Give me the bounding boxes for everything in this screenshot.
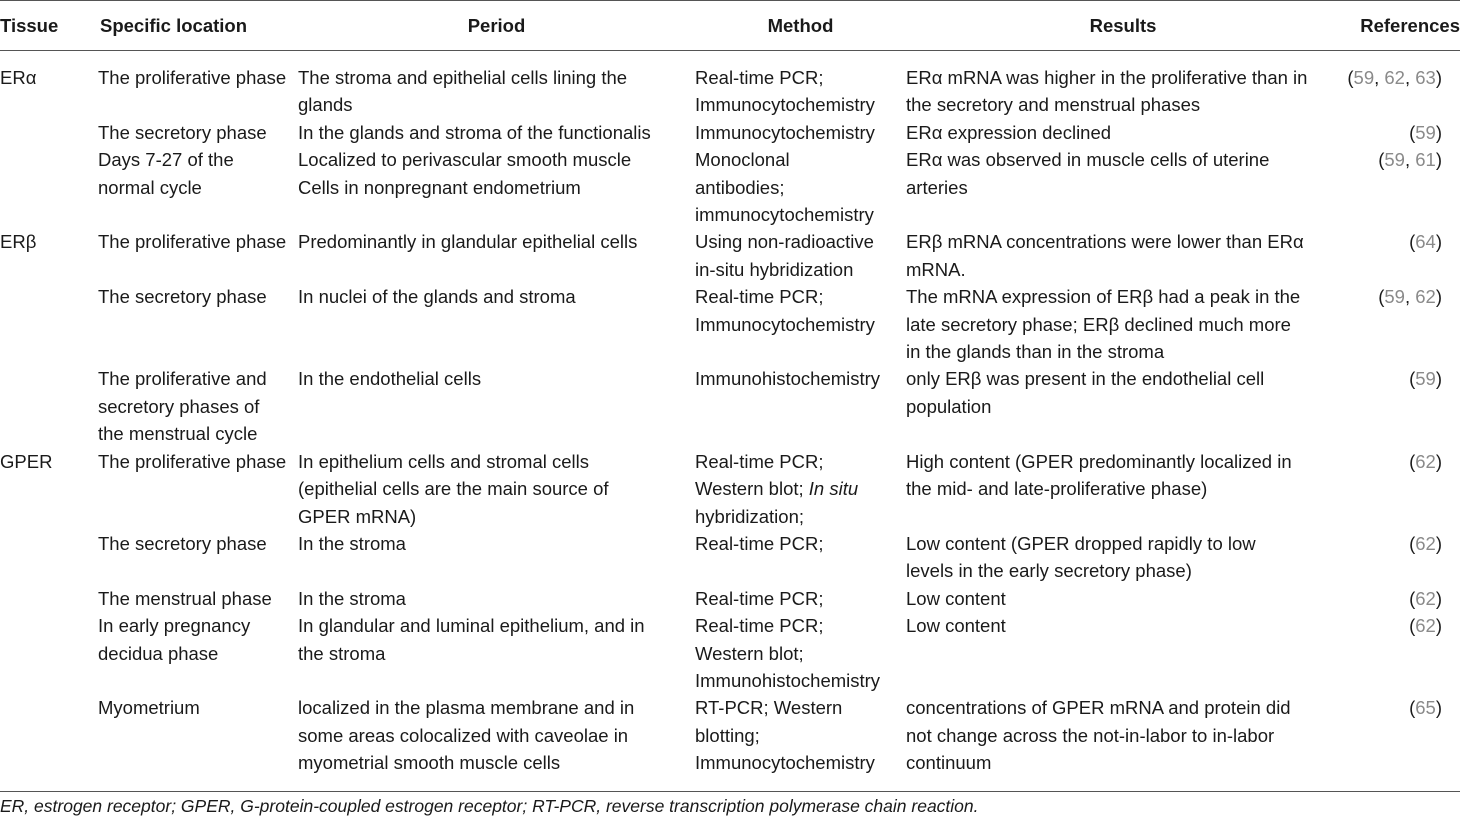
reference-link[interactable]: 59 — [1415, 368, 1436, 390]
cell-method: Real-time PCR; — [695, 587, 824, 609]
method-text: Real-time PCR; Western blot; — [695, 450, 824, 500]
cell-specific-location: In early pregnancy decidua phase — [98, 615, 251, 664]
header-period: Period — [298, 1, 695, 51]
cell-references: (62) — [1409, 532, 1442, 554]
cell-period: Predominantly in glandular epithelial cells — [298, 231, 638, 253]
cell-specific-location: The secretory phase — [98, 286, 267, 308]
cell-period: In the glands and stroma of the functionalis — [298, 121, 651, 143]
cell-method — [695, 448, 906, 530]
reference-link[interactable]: 61 — [1415, 149, 1436, 171]
cell-tissue — [0, 694, 80, 791]
cell-results: only ERβ was present in the endothelial cell population — [906, 368, 1265, 417]
cell-period: In nuclei of the glands and stroma — [298, 286, 576, 308]
cell-period: Localized to perivascular smooth muscle Cells in nonpregnant endometrium — [298, 149, 632, 198]
reference-link[interactable]: 62 — [1415, 615, 1436, 637]
cell-references: (64) — [1409, 231, 1442, 253]
cell-tissue: ERα — [0, 67, 37, 88]
cell-results: High content (GPER predominantly localized in the mid- and late-proliferative phase) — [906, 450, 1292, 500]
header-references: References — [1340, 1, 1460, 51]
cell-references: (62) — [1409, 450, 1442, 472]
cell-results: ERα mRNA was higher in the proliferative than in the secretory and menstrual phases — [906, 67, 1308, 116]
table-row — [0, 119, 1460, 146]
table-row — [0, 51, 1460, 119]
cell-method: Real-time PCR; Immunocytochemistry — [695, 67, 875, 116]
reference-link[interactable]: 63 — [1415, 67, 1436, 88]
cell-specific-location: The proliferative and secretory phases of the menstrual cycle — [98, 368, 267, 445]
table-row — [0, 146, 1460, 228]
cell-references: (62) — [1409, 615, 1442, 637]
header-tissue: Tissue — [0, 1, 80, 51]
cell-tissue: ERβ — [0, 231, 37, 253]
cell-specific-location: The menstrual phase — [98, 587, 272, 609]
cell-references: (59, 62) — [1378, 286, 1442, 308]
cell-specific-location: The proliferative phase — [98, 231, 287, 253]
cell-references: (59, 61) — [1378, 149, 1442, 171]
cell-method: Real-time PCR; Western blot; Immunohistochemistry — [695, 615, 881, 691]
cell-period: localized in the plasma membrane and in some areas colocalized with caveolae in myometrial smooth muscle cells — [298, 694, 695, 791]
cell-period: In the endothelial cells — [298, 368, 482, 390]
cell-period: In the stroma — [298, 532, 406, 554]
cell-method: Real-time PCR; — [695, 532, 824, 554]
reference-link[interactable]: 59 — [1353, 67, 1375, 88]
cell-results: The mRNA expression of ERβ had a peak in the late secretory phase; ERβ declined much more in the glands than in the stroma — [906, 286, 1301, 363]
cell-results: ERα was observed in muscle cells of uterine arteries — [906, 149, 1270, 198]
reference-link[interactable]: 62 — [1415, 450, 1436, 472]
cell-tissue — [0, 146, 80, 228]
cell-specific-location: The secretory phase — [98, 532, 267, 554]
table-row — [0, 228, 1460, 283]
cell-method: RT-PCR; Western blotting; Immunocytochemistry — [695, 694, 906, 791]
cell-tissue — [0, 612, 80, 694]
reference-link[interactable]: 65 — [1415, 697, 1436, 719]
cell-specific-location: Days 7-27 of the normal cycle — [98, 149, 234, 198]
cell-tissue — [0, 283, 80, 365]
table-row — [0, 448, 1460, 530]
cell-tissue — [0, 119, 80, 146]
cell-period: The stroma and epithelial cells lining the glands — [298, 67, 628, 116]
reference-link[interactable]: 59 — [1384, 149, 1405, 171]
cell-results: ERα expression declined — [906, 121, 1112, 143]
table-row — [0, 585, 1460, 612]
cell-references: (59) — [1409, 121, 1442, 143]
cell-references: (59, 62, 63) — [1347, 67, 1442, 88]
cell-tissue — [0, 585, 80, 612]
cell-method: Immunohistochemistry — [695, 368, 881, 390]
header-row — [0, 1, 1460, 51]
cell-tissue — [0, 365, 80, 447]
cell-method: Immunocytochemistry — [695, 121, 875, 143]
cell-tissue: GPER — [0, 450, 53, 472]
cell-results: Low content (GPER dropped rapidly to low levels in the early secretory phase) — [906, 532, 1256, 582]
reference-link[interactable]: 64 — [1415, 231, 1436, 253]
table-row — [0, 365, 1460, 447]
table-row — [0, 283, 1460, 365]
cell-tissue — [0, 530, 80, 585]
reference-link[interactable]: 62 — [1415, 587, 1436, 609]
cell-specific-location: The proliferative phase — [98, 450, 287, 472]
reference-link[interactable]: 62 — [1384, 67, 1405, 88]
cell-specific-location: The secretory phase — [98, 121, 267, 143]
cell-method: Using non-radioactive in-situ hybridization — [695, 231, 874, 280]
cell-specific-location: The proliferative phase — [98, 67, 287, 88]
header-specific-location: Specific location — [80, 1, 298, 51]
cell-results: concentrations of GPER mRNA and protein did not change across the not-in-labor to in-labor continuum — [906, 694, 1340, 791]
cell-period: In glandular and luminal epithelium, and in the stroma — [298, 615, 645, 664]
table-body — [0, 51, 1460, 792]
table-row — [0, 612, 1460, 694]
cell-references: (65) — [1340, 694, 1460, 791]
cell-results: ERβ mRNA concentrations were lower than ERα mRNA. — [906, 231, 1304, 280]
cell-references: (59) — [1409, 368, 1442, 390]
cell-method: Monoclonal antibodies; immunocytochemistry — [695, 149, 874, 226]
reference-link[interactable]: 62 — [1415, 286, 1436, 308]
method-text: hybridization; — [695, 505, 805, 527]
table-row — [0, 694, 1460, 791]
reference-link[interactable]: 62 — [1415, 532, 1436, 554]
header-method: Method — [695, 1, 906, 51]
header-results: Results — [906, 1, 1340, 51]
method-italic-text: In situ — [808, 478, 859, 500]
cell-specific-location: Myometrium — [80, 694, 298, 791]
cell-references: (62) — [1409, 587, 1442, 609]
cell-method: Real-time PCR; Immunocytochemistry — [695, 286, 875, 335]
cell-period: In epithelium cells and stromal cells (epithelial cells are the main source of GPER mRNA) — [298, 450, 609, 527]
cell-period: In the stroma — [298, 587, 406, 609]
table-row — [0, 530, 1460, 585]
cell-results: Low content — [906, 587, 1006, 609]
reference-link[interactable]: 59 — [1415, 121, 1436, 143]
reference-link[interactable]: 59 — [1384, 286, 1405, 308]
table-footnote: ER, estrogen receptor; GPER, G-protein-coupled estrogen receptor; RT-PCR, reverse transcription polymerase chain reaction. — [0, 796, 979, 816]
cell-results: Low content — [906, 615, 1006, 637]
